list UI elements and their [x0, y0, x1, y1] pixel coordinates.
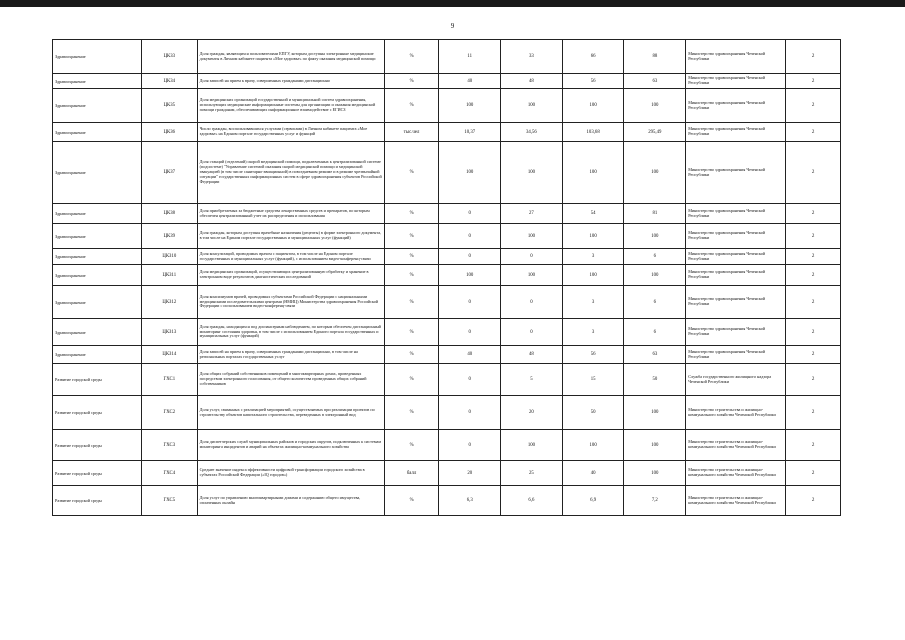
- unit-cell: %: [384, 74, 439, 89]
- value-4-cell: 100: [624, 89, 686, 123]
- last-column-cell: 2: [786, 319, 841, 346]
- last-column-cell: 2: [786, 224, 841, 249]
- indicator-name-cell: Доля услуг по управлению многоквартирными домами и содержанию общего имущества, оплаченных онлайн: [197, 486, 384, 516]
- value-1-cell: 20: [439, 461, 501, 486]
- value-1-cell: 10,37: [439, 123, 501, 142]
- sector-cell: Здравоохранение: [53, 40, 142, 74]
- table-row: [53, 364, 841, 396]
- table-body: [53, 40, 841, 516]
- indicator-name-cell: Доля медицинских организаций, осуществляющих централизованную обработку и хранение в электронном виде результатов диагностических исследований: [197, 265, 384, 286]
- unit-cell: %: [384, 396, 439, 430]
- table-row: [53, 89, 841, 123]
- value-4-cell: 6: [624, 286, 686, 319]
- responsible-cell: Министерство здравоохранения Чеченской Республики: [686, 265, 786, 286]
- table-row: [53, 40, 841, 74]
- unit-cell: тыс.чел: [384, 123, 439, 142]
- value-3-cell: 56: [562, 74, 624, 89]
- value-3-cell: 3: [562, 286, 624, 319]
- code-cell: ЦКЗ13: [142, 319, 198, 346]
- last-column-cell: 2: [786, 89, 841, 123]
- value-3-cell: 6,9: [562, 486, 624, 516]
- sector-cell: Здравоохранение: [53, 204, 142, 224]
- responsible-cell: Министерство здравоохранения Чеченской Республики: [686, 346, 786, 364]
- unit-cell: %: [384, 224, 439, 249]
- value-1-cell: 0: [439, 319, 501, 346]
- sector-cell: Здравоохранение: [53, 123, 142, 142]
- value-3-cell: 40: [562, 461, 624, 486]
- sector-cell: Здравоохранение: [53, 89, 142, 123]
- value-2-cell: 33: [501, 40, 563, 74]
- value-2-cell: 100: [501, 265, 563, 286]
- last-column-cell: 2: [786, 204, 841, 224]
- responsible-cell: Министерство здравоохранения Чеченской Республики: [686, 89, 786, 123]
- last-column-cell: 2: [786, 265, 841, 286]
- table-row: [53, 396, 841, 430]
- value-1-cell: 11: [439, 40, 501, 74]
- last-column-cell: 2: [786, 461, 841, 486]
- responsible-cell: Министерство здравоохранения Чеченской Республики: [686, 286, 786, 319]
- code-cell: ГХС1: [142, 364, 198, 396]
- code-cell: ЦКЗ11: [142, 265, 198, 286]
- code-cell: ГХС3: [142, 430, 198, 461]
- value-2-cell: 100: [501, 142, 563, 204]
- value-4-cell: 6: [624, 319, 686, 346]
- value-4-cell: 100: [624, 142, 686, 204]
- value-1-cell: 0: [439, 364, 501, 396]
- value-2-cell: 48: [501, 346, 563, 364]
- table-row: [53, 486, 841, 516]
- unit-cell: %: [384, 265, 439, 286]
- value-3-cell: 15: [562, 364, 624, 396]
- value-2-cell: 34,56: [501, 123, 563, 142]
- last-column-cell: 2: [786, 74, 841, 89]
- responsible-cell: Министерство строительства и жилищно-коммунального хозяйства Чеченской Республики: [686, 486, 786, 516]
- value-3-cell: 100: [562, 265, 624, 286]
- indicator-name-cell: Доля приобретаемых за бюджетные средства лекарственных средств и препаратов, по которым обеспечен централизованный учет их распределения и использования: [197, 204, 384, 224]
- unit-cell: %: [384, 204, 439, 224]
- indicator-name-cell: Доля консультаций, проводимых врачом с пациентом, в том числе на Едином портале государственных и муниципальных услуг (функций), с использованием видео-конференц-связи: [197, 249, 384, 265]
- value-2-cell: 48: [501, 74, 563, 89]
- top-border-bar: [0, 0, 905, 7]
- indicator-name-cell: Доля диспетчерских служб муниципальных районов и городских округов, подключенных к системам мониторинга инцидентов и аварий на объектах жилищно-коммунального хозяйства: [197, 430, 384, 461]
- table-row: [53, 204, 841, 224]
- code-cell: ЦКЗ8: [142, 204, 198, 224]
- value-4-cell: 63: [624, 74, 686, 89]
- value-4-cell: 100: [624, 265, 686, 286]
- table-row: [53, 346, 841, 364]
- indicator-name-cell: Доля общих собраний собственников помещений в многоквартирных домах, проведенных посредством электронного голосования, от общего количества проведенных общих собраний собственников: [197, 364, 384, 396]
- last-column-cell: 2: [786, 142, 841, 204]
- sector-cell: Развитие городской среды: [53, 430, 142, 461]
- code-cell: ЦКЗ5: [142, 89, 198, 123]
- value-1-cell: 0: [439, 224, 501, 249]
- unit-cell: %: [384, 430, 439, 461]
- value-4-cell: 100: [624, 430, 686, 461]
- value-2-cell: 100: [501, 89, 563, 123]
- value-1-cell: 100: [439, 89, 501, 123]
- table-row: [53, 319, 841, 346]
- value-4-cell: 100: [624, 224, 686, 249]
- code-cell: ГХС2: [142, 396, 198, 430]
- responsible-cell: Министерство здравоохранения Чеченской Республики: [686, 224, 786, 249]
- sector-cell: Здравоохранение: [53, 142, 142, 204]
- last-column-cell: 2: [786, 346, 841, 364]
- code-cell: ЦКЗ3: [142, 40, 198, 74]
- code-cell: ЦКЗ4: [142, 74, 198, 89]
- code-cell: ЦКЗ12: [142, 286, 198, 319]
- code-cell: ГХС5: [142, 486, 198, 516]
- last-column-cell: 2: [786, 430, 841, 461]
- last-column-cell: 2: [786, 123, 841, 142]
- value-3-cell: 100: [562, 142, 624, 204]
- indicator-name-cell: Доля записей на прием к врачу, совершенных гражданами дистанционно: [197, 74, 384, 89]
- value-3-cell: 103,68: [562, 123, 624, 142]
- sector-cell: Развитие городской среды: [53, 364, 142, 396]
- code-cell: ГХС4: [142, 461, 198, 486]
- table-row: [53, 142, 841, 204]
- table-row: [53, 224, 841, 249]
- responsible-cell: Служба государственного жилищного надзора Чеченской Республики: [686, 364, 786, 396]
- indicators-table: [52, 39, 841, 516]
- last-column-cell: 2: [786, 40, 841, 74]
- indicator-name-cell: Доля записей на прием к врачу, совершенных гражданами дистанционно, в том числе на региональных порталах государственных услуг: [197, 346, 384, 364]
- value-4-cell: 295,49: [624, 123, 686, 142]
- responsible-cell: Министерство здравоохранения Чеченской Республики: [686, 204, 786, 224]
- responsible-cell: Министерство здравоохранения Чеченской Республики: [686, 123, 786, 142]
- value-4-cell: 88: [624, 40, 686, 74]
- sector-cell: Здравоохранение: [53, 224, 142, 249]
- table-row: [53, 249, 841, 265]
- table-row: [53, 286, 841, 319]
- value-4-cell: 63: [624, 346, 686, 364]
- indicator-name-cell: Число граждан, воспользовавшихся услугами (сервисами) в Личном кабинете пациента «Мое здоровье» на Едином портале государственных услуг и функций: [197, 123, 384, 142]
- indicator-name-cell: Доля граждан, находящихся под диспансерным наблюдением, по которым обеспечен дистанционный мониторинг состояния здоровья, в том числе с использованием Единого портала государственных и муниципальных услуг (функций): [197, 319, 384, 346]
- responsible-cell: Министерство здравоохранения Чеченской Республики: [686, 142, 786, 204]
- value-1-cell: 40: [439, 346, 501, 364]
- value-1-cell: 0: [439, 286, 501, 319]
- value-3-cell: 100: [562, 430, 624, 461]
- value-1-cell: 0: [439, 430, 501, 461]
- indicator-name-cell: Доля граждан, являющихся пользователями ЕПГУ, которым доступны электронные медицинские документы в Личном кабинете пациента «Мое здоровье» по факту оказания медицинской помощи: [197, 40, 384, 74]
- value-3-cell: 66: [562, 40, 624, 74]
- sector-cell: Здравоохранение: [53, 286, 142, 319]
- value-1-cell: 40: [439, 74, 501, 89]
- code-cell: ЦКЗ14: [142, 346, 198, 364]
- responsible-cell: Министерство строительства и жилищно-коммунального хозяйства Чеченской Республики: [686, 396, 786, 430]
- table-row: [53, 461, 841, 486]
- value-4-cell: 50: [624, 364, 686, 396]
- responsible-cell: Министерство здравоохранения Чеченской Республики: [686, 40, 786, 74]
- table-row: [53, 265, 841, 286]
- responsible-cell: Министерство здравоохранения Чеченской Республики: [686, 74, 786, 89]
- code-cell: ЦКЗ7: [142, 142, 198, 204]
- value-3-cell: 3: [562, 319, 624, 346]
- page-number: 9: [450, 22, 455, 30]
- table-row: [53, 123, 841, 142]
- unit-cell: %: [384, 142, 439, 204]
- value-2-cell: 5: [501, 364, 563, 396]
- unit-cell: %: [384, 364, 439, 396]
- value-4-cell: 7,2: [624, 486, 686, 516]
- value-1-cell: 100: [439, 265, 501, 286]
- value-2-cell: 100: [501, 224, 563, 249]
- last-column-cell: 2: [786, 286, 841, 319]
- unit-cell: %: [384, 319, 439, 346]
- value-1-cell: 0: [439, 204, 501, 224]
- responsible-cell: Министерство здравоохранения Чеченской Республики: [686, 319, 786, 346]
- table-row: [53, 430, 841, 461]
- value-3-cell: 3: [562, 249, 624, 265]
- unit-cell: %: [384, 286, 439, 319]
- indicator-name-cell: Доля услуг, связанных с реализацией мероприятий, осуществляемых при реализации проектов по строительству объектов капитального строительства, переведенных в электронный вид: [197, 396, 384, 430]
- value-1-cell: 6,3: [439, 486, 501, 516]
- value-4-cell: 100: [624, 461, 686, 486]
- indicator-name-cell: Доля граждан, которым доступны врачебные назначения (рецепты) в форме электронного документа, в том числе на Едином портале государственных и муниципальных услуг (функций): [197, 224, 384, 249]
- responsible-cell: Министерство строительства и жилищно-коммунального хозяйства Чеченской Республики: [686, 461, 786, 486]
- value-2-cell: 6,6: [501, 486, 563, 516]
- code-cell: ЦКЗ10: [142, 249, 198, 265]
- unit-cell: балл: [384, 461, 439, 486]
- unit-cell: %: [384, 40, 439, 74]
- unit-cell: %: [384, 249, 439, 265]
- responsible-cell: Министерство строительства и жилищно-коммунального хозяйства Чеченской Республики: [686, 430, 786, 461]
- value-2-cell: 0: [501, 286, 563, 319]
- value-2-cell: 0: [501, 249, 563, 265]
- value-4-cell: 81: [624, 204, 686, 224]
- value-1-cell: 0: [439, 396, 501, 430]
- value-2-cell: 100: [501, 430, 563, 461]
- value-3-cell: 56: [562, 346, 624, 364]
- last-column-cell: 2: [786, 249, 841, 265]
- value-2-cell: 0: [501, 319, 563, 346]
- sector-cell: Здравоохранение: [53, 74, 142, 89]
- table-row: [53, 74, 841, 89]
- sector-cell: Здравоохранение: [53, 249, 142, 265]
- sector-cell: Развитие городской среды: [53, 461, 142, 486]
- responsible-cell: Министерство здравоохранения Чеченской Республики: [686, 249, 786, 265]
- sector-cell: Развитие городской среды: [53, 486, 142, 516]
- indicator-name-cell: Среднее значение индекса эффективности цифровой трансформации городского хозяйства в субъектах Российской Федерации («IQ городов»): [197, 461, 384, 486]
- value-3-cell: 100: [562, 224, 624, 249]
- indicator-name-cell: Доля медицинских организаций государственной и муниципальной систем здравоохранения, использующих медицинские информационные системы для организации и оказания медицинской помощи гражданам, обеспечивающих информационное взаимодействие с ЕГИСЗ: [197, 89, 384, 123]
- unit-cell: %: [384, 346, 439, 364]
- unit-cell: %: [384, 486, 439, 516]
- value-1-cell: 100: [439, 142, 501, 204]
- value-2-cell: 27: [501, 204, 563, 224]
- value-3-cell: 100: [562, 89, 624, 123]
- value-2-cell: 25: [501, 461, 563, 486]
- value-4-cell: 100: [624, 396, 686, 430]
- sector-cell: Здравоохранение: [53, 265, 142, 286]
- value-2-cell: 20: [501, 396, 563, 430]
- last-column-cell: 2: [786, 486, 841, 516]
- indicator-name-cell: Доля станций (отделений) скорой медицинской помощи, подключенных к централизованной системе (подсистеме) "Управление системой оказания скорой медицинской помощи и медицинской эвакуацией (в том числе санитарно-авиационной) в повседневном режиме и в режиме чрезвычайной ситуации" государственных информационных систем в сфере здравоохранения субъектов Российской Федерации: [197, 142, 384, 204]
- value-3-cell: 54: [562, 204, 624, 224]
- sector-cell: Здравоохранение: [53, 319, 142, 346]
- last-column-cell: 2: [786, 396, 841, 430]
- indicator-name-cell: Доля консилиумов врачей, проводимых субъектами Российской Федерации с национальными медицинскими исследовательскими центрами (НМИЦ) Министерства здравоохранения Российской Федерации с использованием видео-конференц-связи: [197, 286, 384, 319]
- value-3-cell: 50: [562, 396, 624, 430]
- unit-cell: %: [384, 89, 439, 123]
- sector-cell: Здравоохранение: [53, 346, 142, 364]
- last-column-cell: 2: [786, 364, 841, 396]
- value-1-cell: 0: [439, 249, 501, 265]
- code-cell: ЦКЗ6: [142, 123, 198, 142]
- value-4-cell: 6: [624, 249, 686, 265]
- sector-cell: Развитие городской среды: [53, 396, 142, 430]
- code-cell: ЦКЗ9: [142, 224, 198, 249]
